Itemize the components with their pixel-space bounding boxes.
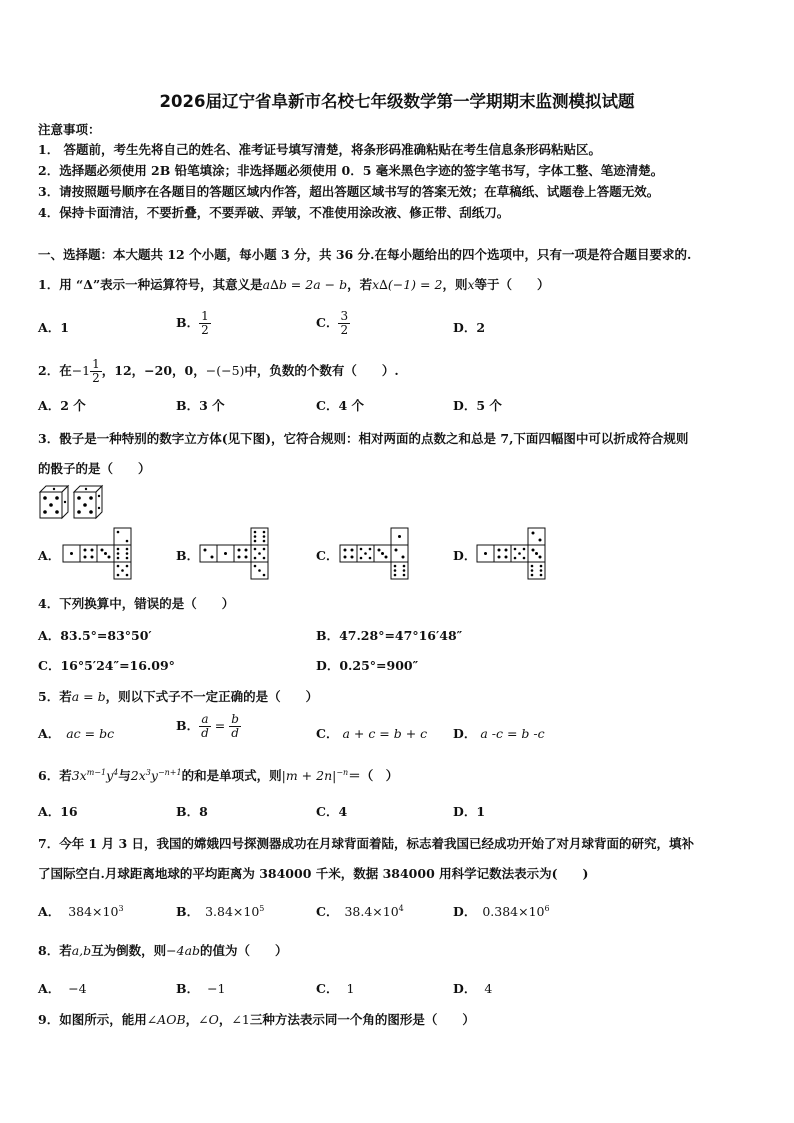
q3-net-b <box>199 526 271 582</box>
notice-heading: 注意事项： <box>38 122 101 137</box>
q1-option-c: C． $\frac{3}{2}$ <box>316 309 349 337</box>
question-9-stem: 9．如图所示，能用∠AOB，∠O，∠1三种方法表示同一个角的图形是（ ） <box>38 1012 475 1027</box>
question-7-stem-line-2: 了国际空白.月球距离地球的平均距离为 384000 千米，数据 384000 用科学记数法表示为( ) <box>38 866 589 881</box>
q3-net-a <box>62 526 134 582</box>
q7-option-d: D． $0.384\times 10^6$ <box>453 903 550 919</box>
q2-option-b: B．3 个 <box>176 398 225 413</box>
q5-option-d: D． a -c = b -c <box>453 726 545 741</box>
question-6-stem: 6．若$3x^{m-1}y^4$与$2x^3y^{-n+1}$的和是单项式，则$|m + 2n|^{-n}=$（ ） <box>38 767 399 783</box>
notice-item-4: 4．保持卡面清洁，不要折叠，不要弄破、弄皱，不准使用涂改液、修正带、刮纸刀。 <box>38 205 510 220</box>
notice-item-3: 3．请按照题号顺序在各题目的答题区域内作答，超出答题区域书写的答案无效；在草稿纸、试题卷上答题无效。 <box>38 184 660 199</box>
q1-option-d: D．2 <box>453 320 486 335</box>
q3-option-a: A． <box>38 548 61 563</box>
q6-option-b: B．8 <box>176 804 208 819</box>
q7-option-a: A． $384\times 10^3$ <box>38 903 124 919</box>
q3-net-d <box>476 526 548 582</box>
q6-option-d: D．1 <box>453 804 486 819</box>
q2-option-c: C．4 个 <box>316 398 364 413</box>
q8-option-d: D． 4 <box>453 981 493 996</box>
q4-option-c: C．16°5′24″=16.09° <box>38 658 175 673</box>
q7-option-b: B． $3.84\times 10^5$ <box>176 903 265 919</box>
question-1-stem: 1．用 “Δ”表示一种运算符号，其意义是a∆b = 2a − b，若x∆(−1) = 2，则x等于（ ） <box>38 277 550 292</box>
q5-option-a: A． ac = bc <box>38 726 115 741</box>
q5-option-b: B． $\frac{a}{d}$ = $\frac{b}{d}$ <box>176 712 239 740</box>
q3-option-b: B． <box>176 548 200 563</box>
q2-option-a: A．2 个 <box>38 398 86 413</box>
question-3-stem-line-1: 3．骰子是一种特别的数字立方体(见下图)，它符合规则：相对两面的点数之和总是 7,下面四幅图中可以折成符合规则 <box>38 431 689 446</box>
q2-option-d: D．5 个 <box>453 398 502 413</box>
page-title: 2026届辽宁省阜新市名校七年级数学第一学期期末监测模拟试题 <box>159 92 635 111</box>
question-3-stem-line-2: 的骰子的是（ ） <box>38 461 151 476</box>
q4-option-d: D．0.25°=900″ <box>316 658 419 673</box>
q8-option-b: B． −1 <box>176 981 226 996</box>
q4-option-b: B．47.28°=47°16′48″ <box>316 628 463 643</box>
q8-option-c: C． 1 <box>316 981 355 996</box>
question-4-stem: 4．下列换算中，错误的是（ ） <box>38 596 235 611</box>
question-2-stem: 2．在−1 $\frac{1}{2}$ ，12，−20，0，−(−5)中，负数的个数有（ ）. <box>38 357 399 385</box>
q4-option-a: A．83.5°=83°50′ <box>38 628 152 643</box>
die-2 <box>74 486 102 518</box>
q7-option-c: C． $38.4\times 10^4$ <box>316 903 404 919</box>
q8-option-a: A． −4 <box>38 981 87 996</box>
die-1 <box>40 486 68 518</box>
q1-option-b: B． $\frac{1}{2}$ <box>176 309 209 337</box>
dice-illustration <box>38 484 106 520</box>
notice-item-2: 2．选择题必须使用 2B 铅笔填涂；非选择题必须使用 0．5 毫米黑色字迹的签字笔书写，字体工整、笔迹清楚。 <box>38 163 664 178</box>
q5-option-c: C． a + c = b + c <box>316 726 428 741</box>
section-header: 一、选择题：本大题共 12 个小题，每小题 3 分，共 36 分.在每小题给出的四个选项中，只有一项是符合题目要求的. <box>38 247 692 262</box>
q6-option-c: C．4 <box>316 804 348 819</box>
notice-item-1: 1． 答题前，考生先将自己的姓名、准考证号填写清楚，将条形码准确粘贴在考生信息条形码粘贴区。 <box>38 142 602 157</box>
q3-option-c: C． <box>316 548 339 563</box>
q3-option-d: D． <box>453 548 477 563</box>
q3-net-c <box>339 526 411 582</box>
q6-option-a: A．16 <box>38 804 78 819</box>
question-5-stem: 5．若a = b，则以下式子不一定正确的是（ ） <box>38 689 319 704</box>
question-7-stem-line-1: 7．今年 1 月 3 日，我国的嫦娥四号探测器成功在月球背面着陆，标志着我国已经成功开始了对月球背面的研究，填补 <box>38 836 695 851</box>
question-8-stem: 8．若a,b互为倒数，则−4ab的值为（ ） <box>38 943 288 958</box>
q1-option-a: A．1 <box>38 320 69 335</box>
